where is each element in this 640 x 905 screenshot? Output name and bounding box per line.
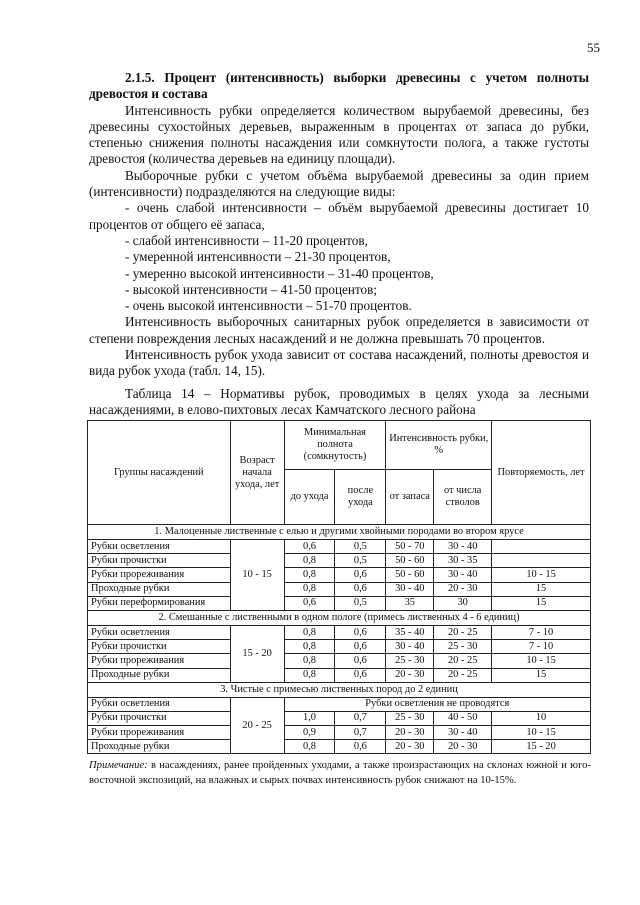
cell-repeat: 7 - 10 (492, 640, 591, 654)
paragraph: Интенсивность рубок ухода зависит от состава насаждений, полноты древостоя и вида рубок ухода (табл. 14, 15). (89, 347, 589, 379)
cell-stock: 30 - 40 (386, 640, 434, 654)
cell-before: 0,8 (284, 554, 335, 568)
cell-before: 0,8 (284, 568, 335, 582)
cell-stems: 30 (434, 596, 492, 610)
cell-after: 0,5 (335, 554, 386, 568)
page-number: 55 (587, 40, 600, 55)
cell-before: 0,8 (284, 740, 335, 754)
table-note (89, 759, 591, 788)
header-stems: от числа стволов (434, 470, 492, 525)
cell-after: 0,7 (335, 711, 386, 725)
header-min-density: Минимальная полнота (сомкнутость) (284, 421, 386, 470)
note-text: в насаждениях, ранее пройденных уходами, а также произрастающих на склонах южной и юго-восточной экспозиций, на влажных и сырых почвах интенсивность рубок снижают на 10-15%. (89, 760, 591, 786)
list-item: - слабой интенсивности – 11-20 процентов, (125, 232, 368, 248)
cell-stock: 20 - 30 (386, 740, 434, 754)
cell-stock: 50 - 60 (386, 554, 434, 568)
row-name: Проходные рубки (88, 740, 231, 754)
cell-stems: 20 - 25 (434, 654, 492, 668)
table-row (88, 554, 591, 568)
body-text (89, 70, 589, 418)
cell-stock: 25 - 30 (386, 654, 434, 668)
list-item: - очень слабой интенсивности – объём вырубаемой древесины достигает 10 процентов от общего её запаса, (89, 200, 589, 232)
row-name: Рубки прочистки (88, 640, 231, 654)
cell-stems: 25 - 30 (434, 640, 492, 654)
cell-before: 0,8 (284, 625, 335, 639)
cell-repeat (492, 554, 591, 568)
cell-after: 0,6 (335, 668, 386, 682)
cell-stock: 50 - 70 (386, 540, 434, 554)
cell-stems: 30 - 40 (434, 568, 492, 582)
cell-after: 0,6 (335, 640, 386, 654)
cell-after: 0,6 (335, 568, 386, 582)
cell-repeat: 15 - 20 (492, 740, 591, 754)
table-caption: Таблица 14 – Нормативы рубок, проводимых в целях ухода за лесными насаждениями, в елово-пихтовых лесах Камчатского лесного района (89, 385, 589, 417)
cell-repeat: 10 - 15 (492, 568, 591, 582)
row-name: Рубки прореживания (88, 726, 231, 740)
header-intensity: Интенсивность рубки, % (386, 421, 492, 470)
row-name: Рубки прореживания (88, 654, 231, 668)
row-name: Рубки осветления (88, 625, 231, 639)
cell-after: 0,7 (335, 726, 386, 740)
cell-stock: 30 - 40 (386, 582, 434, 596)
row-name: Рубки прочистки (88, 711, 231, 725)
row-name: Рубки осветления (88, 540, 231, 554)
list-item: - очень высокой интенсивности – 51-70 процентов. (125, 298, 412, 314)
cell-repeat: 10 - 15 (492, 726, 591, 740)
header-before: до ухода (284, 470, 335, 525)
list-item: - умеренно высокой интенсивности – 31-40 процентов, (125, 265, 434, 281)
cell-repeat: 15 (492, 668, 591, 682)
note-label: Примечание: (89, 760, 148, 771)
cell-repeat: 15 (492, 582, 591, 596)
cell-stock: 35 - 40 (386, 625, 434, 639)
cell-before: 0,8 (284, 654, 335, 668)
table-row (88, 697, 591, 711)
cell-stems: 30 - 35 (434, 554, 492, 568)
cell-stems: 30 - 40 (434, 540, 492, 554)
paragraph: Интенсивность выборочных санитарных рубок определяется в зависимости от степени повреждения лесных насаждений и не должна превышать 70 процентов. (89, 314, 589, 346)
table-row (88, 625, 591, 639)
cell-stock: 25 - 30 (386, 711, 434, 725)
row-name: Проходные рубки (88, 582, 231, 596)
cell-before: 1,0 (284, 711, 335, 725)
list-item: - высокой интенсивности – 41-50 процентов; (125, 281, 378, 297)
cell-after: 0,6 (335, 625, 386, 639)
cell-before: 0,8 (284, 640, 335, 654)
header-repeat: Повторяемость, лет (492, 421, 591, 525)
header-groups: Группы насаждений (88, 421, 231, 525)
table-row (88, 740, 591, 754)
row-name: Рубки осветления (88, 697, 231, 711)
cell-before: 0,6 (284, 540, 335, 554)
section-heading: 2.1.5. Процент (интенсивность) выборки древесины с учетом полноты древостоя и состава (89, 70, 589, 102)
row-age: 20 - 25 (230, 697, 284, 754)
table-row (88, 726, 591, 740)
row-age: 10 - 15 (230, 540, 284, 611)
cell-before: 0,8 (284, 668, 335, 682)
header-stock: от запаса (386, 470, 434, 525)
cell-stems: 20 - 25 (434, 668, 492, 682)
table-row (88, 640, 591, 654)
cell-stock: 20 - 30 (386, 726, 434, 740)
header-after: после ухода (335, 470, 386, 525)
section-title: 1. Малоценные лиственные с елью и другими хвойными породами во втором ярусе (88, 525, 591, 540)
cell-repeat (492, 540, 591, 554)
paragraph: Интенсивность рубки определяется количеством вырубаемой древесины, без древесины сухостойных деревьев, выраженным в процентах от запаса до рубки, степенью снижения полноты насаждения или сомкнутости полога, а также густоты древостоя (количества деревьев на единицу площади). (89, 102, 589, 167)
cell-stems: 20 - 25 (434, 625, 492, 639)
cell-after: 0,6 (335, 654, 386, 668)
row-name: Проходные рубки (88, 668, 231, 682)
row-name: Рубки прореживания (88, 568, 231, 582)
merged-note-cell: Рубки осветления не проводятся (284, 697, 590, 711)
paragraph: Выборочные рубки с учетом объёма вырубаемой древесины за один прием (интенсивности) подразделяются на следующие виды: (89, 167, 589, 200)
cell-after: 0,5 (335, 596, 386, 610)
cell-before: 0,8 (284, 582, 335, 596)
cell-stock: 35 (386, 596, 434, 610)
cell-stems: 20 - 30 (434, 740, 492, 754)
cell-after: 0,6 (335, 582, 386, 596)
cell-repeat: 10 - 15 (492, 654, 591, 668)
table-row (88, 540, 591, 554)
cell-repeat: 15 (492, 596, 591, 610)
cell-stems: 20 - 30 (434, 582, 492, 596)
list-item: - умеренной интенсивности – 21-30 процентов, (125, 249, 391, 265)
table-row (88, 668, 591, 682)
cell-stock: 50 - 60 (386, 568, 434, 582)
norms-table (87, 420, 591, 754)
table-row (88, 568, 591, 582)
table-row (88, 596, 591, 610)
section-title: 2. Смешанные с лиственными в одном пологе (примесь лиственных 4 - 6 единиц) (88, 610, 591, 625)
cell-repeat: 10 (492, 711, 591, 725)
cell-before: 0,6 (284, 596, 335, 610)
cell-before: 0,9 (284, 726, 335, 740)
section-title: 3. Чистые с примесью лиственных пород до 2 единиц (88, 682, 591, 697)
cell-after: 0,5 (335, 540, 386, 554)
cell-stems: 30 - 40 (434, 726, 492, 740)
row-age: 15 - 20 (230, 625, 284, 682)
cell-repeat: 7 - 10 (492, 625, 591, 639)
table-row (88, 654, 591, 668)
row-name: Рубки переформирования (88, 596, 231, 610)
row-name: Рубки прочистки (88, 554, 231, 568)
table-row (88, 711, 591, 725)
cell-after: 0,6 (335, 740, 386, 754)
cell-stock: 20 - 30 (386, 668, 434, 682)
header-age: Возраст начала ухода, лет (230, 421, 284, 525)
cell-stems: 40 - 50 (434, 711, 492, 725)
table-row (88, 582, 591, 596)
